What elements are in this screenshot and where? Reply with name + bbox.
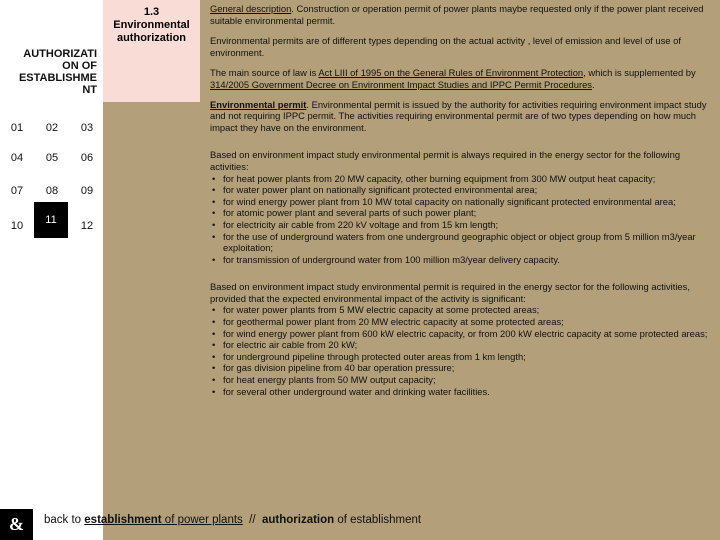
decree-link[interactable]: 314/2005 Government Decree on Environment Impact Studies and IPPC Permit Procedures: [210, 78, 592, 90]
conditionally-required-list: [210, 304, 712, 397]
establishment-link[interactable]: [84, 514, 243, 526]
chapter-link-01[interactable]: 01: [10, 122, 24, 134]
general-description-paragraph: [210, 3, 712, 26]
list-item: • for atomic power plant and several parts of such power plant;: [210, 207, 712, 219]
general-description-label: General description: [210, 3, 292, 14]
footer-back-label: back to: [44, 514, 85, 526]
law-source-paragraph: [210, 67, 712, 90]
establishment-link-rest: of power plants: [161, 514, 243, 526]
list-item: • for water power plant on nationally significant protected environmental area;: [210, 184, 712, 196]
heading-line: ON OF: [62, 60, 97, 72]
authorization-heading: [0, 48, 97, 96]
chapter-link-03[interactable]: 03: [80, 122, 94, 134]
list-item: • for heat energy plants from 50 MW output capacity;: [210, 374, 712, 386]
environmental-permit-label: Environmental permit: [210, 98, 307, 110]
footer-separator: //: [242, 514, 262, 526]
environmental-permit-text: . Environmental permit is issued by the authority for activities requiring environment impact study and not requiring IPPC permit. The activities requiring environmental permit are of two types depending on how much impact they have on the environment.: [210, 98, 707, 133]
list-item: • for several other underground water and drinking water facilities.: [210, 386, 712, 398]
main-content: [210, 3, 712, 406]
conditionally-required-section: [210, 281, 712, 397]
conditionally-required-intro: Based on environment impact study environmental permit is required in the energy sector for the following activities, provided that the expected environmental impact of the activity is significant:: [210, 281, 690, 304]
list-item: • for heat power plants from 20 MW capacity, other burning equipment from 300 MW output heat capacity;: [210, 173, 712, 185]
law-text-pre: The main source of law is: [210, 67, 319, 79]
list-item: • for wind energy power plant from 600 kW electric capacity, or from 200 kW electric capacity at some protected areas;: [210, 328, 712, 340]
always-required-section: [210, 149, 712, 265]
chapter-link-07[interactable]: 07: [10, 185, 24, 197]
chapter-link-10[interactable]: 10: [10, 220, 24, 232]
chapter-link-09[interactable]: 09: [80, 185, 94, 197]
chapter-link-06[interactable]: 06: [80, 152, 94, 164]
list-item: • for underground pipeline through protected outer areas from 1 km length;: [210, 351, 712, 363]
section-title: [103, 6, 196, 45]
heading-line: ESTABLISHME: [18, 72, 97, 84]
law-text-mid: , which is supplemented by: [583, 67, 696, 79]
law-text-end: .: [591, 78, 595, 90]
list-item: • for the use of underground waters from one underground geographic object or object group from 5 million m3/year exploitation;: [210, 231, 712, 254]
general-description-text: . Construction or operation permit of power plants maybe requested only if the power plant received suitable environmental permit.: [210, 3, 704, 26]
chapter-link-08[interactable]: 08: [45, 185, 59, 197]
chapter-link-12[interactable]: 12: [80, 220, 94, 232]
authorization-link-bold: authorization: [261, 514, 335, 526]
environmental-permit-paragraph: [210, 99, 712, 134]
always-required-intro: Based on environment impact study environmental permit is always required in the energy sector for the following activities:: [210, 149, 681, 172]
authorization-link-rest: of establishment: [334, 514, 422, 526]
authorization-link[interactable]: [262, 514, 421, 526]
list-item: • for wind energy power plant from 10 MW total capacity on nationally significant protected environmental area;: [210, 196, 712, 208]
list-item: • for electricity air cable from 220 kV voltage and from 15 km length;: [210, 219, 712, 231]
list-item: • for electric air cable from 20 kW;: [210, 339, 712, 351]
list-item: • for transmission of underground water from 100 million m3/year delivery capacity.: [210, 254, 712, 266]
chapter-link-02[interactable]: 02: [45, 122, 59, 134]
establishment-link-bold: establishment: [84, 514, 162, 526]
heading-line: NT: [82, 84, 97, 96]
footer-navigation: [44, 514, 421, 526]
list-item: • for water power plants from 5 MW electric capacity at some protected areas;: [210, 304, 712, 316]
ampersand-icon[interactable]: &: [0, 509, 33, 540]
list-item: • for gas division pipeline from 40 bar operation pressure;: [210, 362, 712, 374]
permit-types-paragraph: Environmental permits are of different types depending on the actual activity , level of emission and level of use of environment.: [210, 35, 681, 58]
chapter-link-05[interactable]: 05: [45, 152, 59, 164]
section-title-text: 1.3 Environmental authorization: [113, 6, 190, 44]
list-item: • for geothermal power plant from 20 MW electric capacity at some protected areas;: [210, 316, 712, 328]
act-liii-link[interactable]: Act LIII of 1995 on the General Rules of Environment Protection: [318, 67, 584, 79]
always-required-list: [210, 173, 712, 266]
chapter-link-04[interactable]: 04: [10, 152, 24, 164]
chapter-link-11-active[interactable]: 11: [34, 202, 68, 238]
heading-line: AUTHORIZATI: [23, 48, 97, 60]
